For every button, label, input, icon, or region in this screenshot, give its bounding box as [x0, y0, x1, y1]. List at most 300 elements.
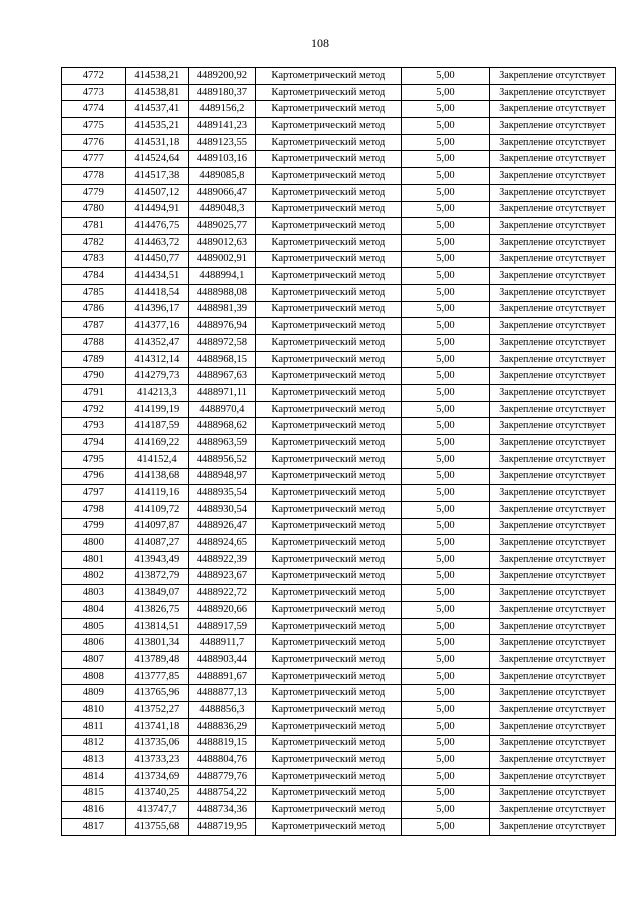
x-coordinate-cell: 413849,07 — [125, 585, 189, 602]
accuracy-cell: 5,00 — [402, 551, 490, 568]
table-row — [62, 451, 616, 468]
accuracy-cell: 5,00 — [402, 385, 490, 402]
fixing-cell: Закрепление отсутствует — [489, 418, 615, 435]
y-coordinate-cell: 4489123,55 — [189, 134, 256, 151]
y-coordinate-cell: 4488922,39 — [189, 551, 256, 568]
accuracy-cell: 5,00 — [402, 401, 490, 418]
y-coordinate-cell: 4489012,63 — [189, 234, 256, 251]
table-row — [62, 652, 616, 669]
method-cell: Картометрический метод — [255, 335, 401, 352]
table-row — [62, 685, 616, 702]
method-cell: Картометрический метод — [255, 468, 401, 485]
accuracy-cell: 5,00 — [402, 151, 490, 168]
table-row — [62, 368, 616, 385]
fixing-cell: Закрепление отсутствует — [489, 585, 615, 602]
fixing-cell: Закрепление отсутствует — [489, 201, 615, 218]
point-number-cell: 4810 — [62, 702, 126, 719]
fixing-cell: Закрепление отсутствует — [489, 485, 615, 502]
x-coordinate-cell: 414187,59 — [125, 418, 189, 435]
accuracy-cell: 5,00 — [402, 368, 490, 385]
x-coordinate-cell: 414312,14 — [125, 351, 189, 368]
method-cell: Картометрический метод — [255, 401, 401, 418]
point-number-cell: 4795 — [62, 451, 126, 468]
x-coordinate-cell: 414097,87 — [125, 518, 189, 535]
fixing-cell: Закрепление отсутствует — [489, 251, 615, 268]
accuracy-cell: 5,00 — [402, 118, 490, 135]
table-row — [62, 735, 616, 752]
method-cell: Картометрический метод — [255, 151, 401, 168]
accuracy-cell: 5,00 — [402, 768, 490, 785]
accuracy-cell: 5,00 — [402, 785, 490, 802]
fixing-cell: Закрепление отсутствует — [489, 68, 615, 85]
point-number-cell: 4790 — [62, 368, 126, 385]
table-row — [62, 535, 616, 552]
method-cell: Картометрический метод — [255, 168, 401, 185]
y-coordinate-cell: 4488967,63 — [189, 368, 256, 385]
table-row — [62, 718, 616, 735]
y-coordinate-cell: 4488922,72 — [189, 585, 256, 602]
table-row — [62, 351, 616, 368]
table-row — [62, 168, 616, 185]
fixing-cell: Закрепление отсутствует — [489, 435, 615, 452]
method-cell: Картометрический метод — [255, 602, 401, 619]
x-coordinate-cell: 413777,85 — [125, 668, 189, 685]
point-number-cell: 4791 — [62, 385, 126, 402]
method-cell: Картометрический метод — [255, 284, 401, 301]
accuracy-cell: 5,00 — [402, 485, 490, 502]
fixing-cell: Закрепление отсутствует — [489, 752, 615, 769]
x-coordinate-cell: 414169,22 — [125, 435, 189, 452]
method-cell: Картометрический метод — [255, 635, 401, 652]
x-coordinate-cell: 414524,64 — [125, 151, 189, 168]
point-number-cell: 4814 — [62, 768, 126, 785]
table-row — [62, 335, 616, 352]
fixing-cell: Закрепление отсутствует — [489, 301, 615, 318]
point-number-cell: 4804 — [62, 602, 126, 619]
point-number-cell: 4779 — [62, 184, 126, 201]
method-cell: Картометрический метод — [255, 802, 401, 819]
fixing-cell: Закрепление отсутствует — [489, 234, 615, 251]
point-number-cell: 4776 — [62, 134, 126, 151]
accuracy-cell: 5,00 — [402, 752, 490, 769]
table-row — [62, 218, 616, 235]
table-row — [62, 234, 616, 251]
y-coordinate-cell: 4489048,3 — [189, 201, 256, 218]
x-coordinate-cell: 414434,51 — [125, 268, 189, 285]
fixing-cell: Закрепление отсутствует — [489, 635, 615, 652]
x-coordinate-cell: 414494,91 — [125, 201, 189, 218]
point-number-cell: 4799 — [62, 518, 126, 535]
x-coordinate-cell: 414119,16 — [125, 485, 189, 502]
fixing-cell: Закрепление отсутствует — [489, 368, 615, 385]
accuracy-cell: 5,00 — [402, 735, 490, 752]
y-coordinate-cell: 4488935,54 — [189, 485, 256, 502]
y-coordinate-cell: 4489002,91 — [189, 251, 256, 268]
fixing-cell: Закрепление отсутствует — [489, 335, 615, 352]
point-number-cell: 4807 — [62, 652, 126, 669]
accuracy-cell: 5,00 — [402, 284, 490, 301]
x-coordinate-cell: 413740,25 — [125, 785, 189, 802]
coordinates-table — [61, 67, 616, 836]
x-coordinate-cell: 414352,47 — [125, 335, 189, 352]
point-number-cell: 4802 — [62, 568, 126, 585]
point-number-cell: 4772 — [62, 68, 126, 85]
y-coordinate-cell: 4488719,95 — [189, 818, 256, 835]
method-cell: Картометрический метод — [255, 351, 401, 368]
point-number-cell: 4816 — [62, 802, 126, 819]
accuracy-cell: 5,00 — [402, 318, 490, 335]
method-cell: Картометрический метод — [255, 551, 401, 568]
y-coordinate-cell: 4488981,39 — [189, 301, 256, 318]
method-cell: Картометрический метод — [255, 84, 401, 101]
table-row — [62, 501, 616, 518]
y-coordinate-cell: 4488920,66 — [189, 602, 256, 619]
accuracy-cell: 5,00 — [402, 201, 490, 218]
y-coordinate-cell: 4489200,92 — [189, 68, 256, 85]
accuracy-cell: 5,00 — [402, 184, 490, 201]
y-coordinate-cell: 4488994,1 — [189, 268, 256, 285]
y-coordinate-cell: 4489085,8 — [189, 168, 256, 185]
point-number-cell: 4794 — [62, 435, 126, 452]
accuracy-cell: 5,00 — [402, 268, 490, 285]
fixing-cell: Закрепление отсутствует — [489, 735, 615, 752]
fixing-cell: Закрепление отсутствует — [489, 451, 615, 468]
point-number-cell: 4792 — [62, 401, 126, 418]
fixing-cell: Закрепление отсутствует — [489, 118, 615, 135]
fixing-cell: Закрепление отсутствует — [489, 768, 615, 785]
fixing-cell: Закрепление отсутствует — [489, 501, 615, 518]
point-number-cell: 4813 — [62, 752, 126, 769]
accuracy-cell: 5,00 — [402, 234, 490, 251]
method-cell: Картометрический метод — [255, 718, 401, 735]
method-cell: Картометрический метод — [255, 418, 401, 435]
fixing-cell: Закрепление отсутствует — [489, 602, 615, 619]
fixing-cell: Закрепление отсутствует — [489, 652, 615, 669]
accuracy-cell: 5,00 — [402, 101, 490, 118]
y-coordinate-cell: 4488968,15 — [189, 351, 256, 368]
y-coordinate-cell: 4488779,76 — [189, 768, 256, 785]
x-coordinate-cell: 413747,7 — [125, 802, 189, 819]
method-cell: Картометрический метод — [255, 201, 401, 218]
accuracy-cell: 5,00 — [402, 718, 490, 735]
y-coordinate-cell: 4488988,08 — [189, 284, 256, 301]
point-number-cell: 4801 — [62, 551, 126, 568]
y-coordinate-cell: 4489156,2 — [189, 101, 256, 118]
coordinates-table-body — [62, 68, 616, 836]
x-coordinate-cell: 414109,72 — [125, 501, 189, 518]
method-cell: Картометрический метод — [255, 752, 401, 769]
table-row — [62, 585, 616, 602]
method-cell: Картометрический метод — [255, 101, 401, 118]
x-coordinate-cell: 413814,51 — [125, 618, 189, 635]
y-coordinate-cell: 4488917,59 — [189, 618, 256, 635]
method-cell: Картометрический метод — [255, 368, 401, 385]
x-coordinate-cell: 414279,73 — [125, 368, 189, 385]
accuracy-cell: 5,00 — [402, 818, 490, 835]
accuracy-cell: 5,00 — [402, 802, 490, 819]
accuracy-cell: 5,00 — [402, 618, 490, 635]
accuracy-cell: 5,00 — [402, 435, 490, 452]
x-coordinate-cell: 413789,48 — [125, 652, 189, 669]
point-number-cell: 4809 — [62, 685, 126, 702]
y-coordinate-cell: 4488891,67 — [189, 668, 256, 685]
point-number-cell: 4817 — [62, 818, 126, 835]
y-coordinate-cell: 4488754,22 — [189, 785, 256, 802]
method-cell: Картометрический метод — [255, 218, 401, 235]
method-cell: Картометрический метод — [255, 251, 401, 268]
method-cell: Картометрический метод — [255, 501, 401, 518]
x-coordinate-cell: 414377,16 — [125, 318, 189, 335]
method-cell: Картометрический метод — [255, 668, 401, 685]
table-row — [62, 818, 616, 835]
accuracy-cell: 5,00 — [402, 84, 490, 101]
accuracy-cell: 5,00 — [402, 685, 490, 702]
method-cell: Картометрический метод — [255, 184, 401, 201]
accuracy-cell: 5,00 — [402, 518, 490, 535]
x-coordinate-cell: 414418,54 — [125, 284, 189, 301]
x-coordinate-cell: 414152,4 — [125, 451, 189, 468]
x-coordinate-cell: 414538,81 — [125, 84, 189, 101]
y-coordinate-cell: 4488923,67 — [189, 568, 256, 585]
accuracy-cell: 5,00 — [402, 535, 490, 552]
table-row — [62, 668, 616, 685]
method-cell: Картометрический метод — [255, 568, 401, 585]
fixing-cell: Закрепление отсутствует — [489, 168, 615, 185]
point-number-cell: 4815 — [62, 785, 126, 802]
table-row — [62, 401, 616, 418]
x-coordinate-cell: 414213,3 — [125, 385, 189, 402]
fixing-cell: Закрепление отсутствует — [489, 318, 615, 335]
point-number-cell: 4786 — [62, 301, 126, 318]
y-coordinate-cell: 4489103,16 — [189, 151, 256, 168]
y-coordinate-cell: 4488804,76 — [189, 752, 256, 769]
method-cell: Картометрический метод — [255, 518, 401, 535]
point-number-cell: 4784 — [62, 268, 126, 285]
y-coordinate-cell: 4488948,97 — [189, 468, 256, 485]
method-cell: Картометрический метод — [255, 702, 401, 719]
x-coordinate-cell: 413755,68 — [125, 818, 189, 835]
fixing-cell: Закрепление отсутствует — [489, 568, 615, 585]
point-number-cell: 4806 — [62, 635, 126, 652]
point-number-cell: 4789 — [62, 351, 126, 368]
table-row — [62, 118, 616, 135]
accuracy-cell: 5,00 — [402, 635, 490, 652]
fixing-cell: Закрепление отсутствует — [489, 685, 615, 702]
y-coordinate-cell: 4489025,77 — [189, 218, 256, 235]
fixing-cell: Закрепление отсутствует — [489, 134, 615, 151]
table-row — [62, 385, 616, 402]
table-row — [62, 468, 616, 485]
y-coordinate-cell: 4488856,3 — [189, 702, 256, 719]
method-cell: Картометрический метод — [255, 451, 401, 468]
point-number-cell: 4781 — [62, 218, 126, 235]
method-cell: Картометрический метод — [255, 685, 401, 702]
fixing-cell: Закрепление отсутствует — [489, 351, 615, 368]
x-coordinate-cell: 413734,69 — [125, 768, 189, 785]
y-coordinate-cell: 4488956,52 — [189, 451, 256, 468]
fixing-cell: Закрепление отсутствует — [489, 718, 615, 735]
fixing-cell: Закрепление отсутствует — [489, 268, 615, 285]
table-row — [62, 284, 616, 301]
method-cell: Картометрический метод — [255, 785, 401, 802]
y-coordinate-cell: 4488836,29 — [189, 718, 256, 735]
fixing-cell: Закрепление отсутствует — [489, 385, 615, 402]
method-cell: Картометрический метод — [255, 134, 401, 151]
accuracy-cell: 5,00 — [402, 451, 490, 468]
table-row — [62, 602, 616, 619]
table-row — [62, 151, 616, 168]
table-row — [62, 551, 616, 568]
y-coordinate-cell: 4489180,37 — [189, 84, 256, 101]
method-cell: Картометрический метод — [255, 652, 401, 669]
accuracy-cell: 5,00 — [402, 218, 490, 235]
x-coordinate-cell: 414199,19 — [125, 401, 189, 418]
table-row — [62, 318, 616, 335]
table-row — [62, 418, 616, 435]
y-coordinate-cell: 4488903,44 — [189, 652, 256, 669]
x-coordinate-cell: 414396,17 — [125, 301, 189, 318]
x-coordinate-cell: 414507,12 — [125, 184, 189, 201]
x-coordinate-cell: 413765,96 — [125, 685, 189, 702]
point-number-cell: 4778 — [62, 168, 126, 185]
method-cell: Картометрический метод — [255, 301, 401, 318]
point-number-cell: 4780 — [62, 201, 126, 218]
y-coordinate-cell: 4488972,58 — [189, 335, 256, 352]
method-cell: Картометрический метод — [255, 268, 401, 285]
x-coordinate-cell: 414087,27 — [125, 535, 189, 552]
point-number-cell: 4787 — [62, 318, 126, 335]
accuracy-cell: 5,00 — [402, 602, 490, 619]
method-cell: Картометрический метод — [255, 618, 401, 635]
fixing-cell: Закрепление отсутствует — [489, 184, 615, 201]
y-coordinate-cell: 4488970,4 — [189, 401, 256, 418]
table-row — [62, 301, 616, 318]
method-cell: Картометрический метод — [255, 385, 401, 402]
table-row — [62, 618, 616, 635]
point-number-cell: 4798 — [62, 501, 126, 518]
x-coordinate-cell: 414531,18 — [125, 134, 189, 151]
x-coordinate-cell: 413735,06 — [125, 735, 189, 752]
method-cell: Картометрический метод — [255, 68, 401, 85]
accuracy-cell: 5,00 — [402, 568, 490, 585]
point-number-cell: 4808 — [62, 668, 126, 685]
y-coordinate-cell: 4488877,13 — [189, 685, 256, 702]
accuracy-cell: 5,00 — [402, 468, 490, 485]
fixing-cell: Закрепление отсутствует — [489, 284, 615, 301]
table-row — [62, 184, 616, 201]
accuracy-cell: 5,00 — [402, 652, 490, 669]
table-row — [62, 568, 616, 585]
table-row — [62, 485, 616, 502]
fixing-cell: Закрепление отсутствует — [489, 218, 615, 235]
method-cell: Картометрический метод — [255, 735, 401, 752]
x-coordinate-cell: 414138,68 — [125, 468, 189, 485]
y-coordinate-cell: 4488968,62 — [189, 418, 256, 435]
fixing-cell: Закрепление отсутствует — [489, 818, 615, 835]
accuracy-cell: 5,00 — [402, 134, 490, 151]
point-number-cell: 4774 — [62, 101, 126, 118]
table-row — [62, 785, 616, 802]
table-row — [62, 201, 616, 218]
accuracy-cell: 5,00 — [402, 251, 490, 268]
point-number-cell: 4793 — [62, 418, 126, 435]
method-cell: Картометрический метод — [255, 585, 401, 602]
point-number-cell: 4811 — [62, 718, 126, 735]
x-coordinate-cell: 414463,72 — [125, 234, 189, 251]
y-coordinate-cell: 4488734,36 — [189, 802, 256, 819]
method-cell: Картометрический метод — [255, 318, 401, 335]
table-row — [62, 101, 616, 118]
point-number-cell: 4782 — [62, 234, 126, 251]
fixing-cell: Закрепление отсутствует — [489, 785, 615, 802]
table-row — [62, 768, 616, 785]
y-coordinate-cell: 4488819,15 — [189, 735, 256, 752]
fixing-cell: Закрепление отсутствует — [489, 518, 615, 535]
method-cell: Картометрический метод — [255, 234, 401, 251]
y-coordinate-cell: 4488971,11 — [189, 385, 256, 402]
fixing-cell: Закрепление отсутствует — [489, 101, 615, 118]
accuracy-cell: 5,00 — [402, 168, 490, 185]
table-row — [62, 268, 616, 285]
point-number-cell: 4800 — [62, 535, 126, 552]
fixing-cell: Закрепление отсутствует — [489, 802, 615, 819]
fixing-cell: Закрепление отсутствует — [489, 401, 615, 418]
x-coordinate-cell: 414476,75 — [125, 218, 189, 235]
y-coordinate-cell: 4488976,94 — [189, 318, 256, 335]
x-coordinate-cell: 414537,41 — [125, 101, 189, 118]
method-cell: Картометрический метод — [255, 485, 401, 502]
accuracy-cell: 5,00 — [402, 335, 490, 352]
x-coordinate-cell: 413801,34 — [125, 635, 189, 652]
method-cell: Картометрический метод — [255, 118, 401, 135]
accuracy-cell: 5,00 — [402, 702, 490, 719]
method-cell: Картометрический метод — [255, 818, 401, 835]
point-number-cell: 4796 — [62, 468, 126, 485]
table-row — [62, 518, 616, 535]
x-coordinate-cell: 414450,77 — [125, 251, 189, 268]
fixing-cell: Закрепление отсутствует — [489, 84, 615, 101]
method-cell: Картометрический метод — [255, 535, 401, 552]
accuracy-cell: 5,00 — [402, 351, 490, 368]
table-row — [62, 635, 616, 652]
fixing-cell: Закрепление отсутствует — [489, 151, 615, 168]
point-number-cell: 4785 — [62, 284, 126, 301]
point-number-cell: 4797 — [62, 485, 126, 502]
y-coordinate-cell: 4489141,23 — [189, 118, 256, 135]
x-coordinate-cell: 413752,27 — [125, 702, 189, 719]
point-number-cell: 4773 — [62, 84, 126, 101]
x-coordinate-cell: 414538,21 — [125, 68, 189, 85]
accuracy-cell: 5,00 — [402, 501, 490, 518]
fixing-cell: Закрепление отсутствует — [489, 468, 615, 485]
x-coordinate-cell: 414517,38 — [125, 168, 189, 185]
y-coordinate-cell: 4488930,54 — [189, 501, 256, 518]
accuracy-cell: 5,00 — [402, 68, 490, 85]
x-coordinate-cell: 413826,75 — [125, 602, 189, 619]
point-number-cell: 4805 — [62, 618, 126, 635]
table-row — [62, 702, 616, 719]
fixing-cell: Закрепление отсутствует — [489, 535, 615, 552]
fixing-cell: Закрепление отсутствует — [489, 551, 615, 568]
fixing-cell: Закрепление отсутствует — [489, 702, 615, 719]
point-number-cell: 4812 — [62, 735, 126, 752]
table-row — [62, 134, 616, 151]
table-row — [62, 802, 616, 819]
method-cell: Картометрический метод — [255, 768, 401, 785]
x-coordinate-cell: 413733,23 — [125, 752, 189, 769]
x-coordinate-cell: 414535,21 — [125, 118, 189, 135]
y-coordinate-cell: 4488924,65 — [189, 535, 256, 552]
